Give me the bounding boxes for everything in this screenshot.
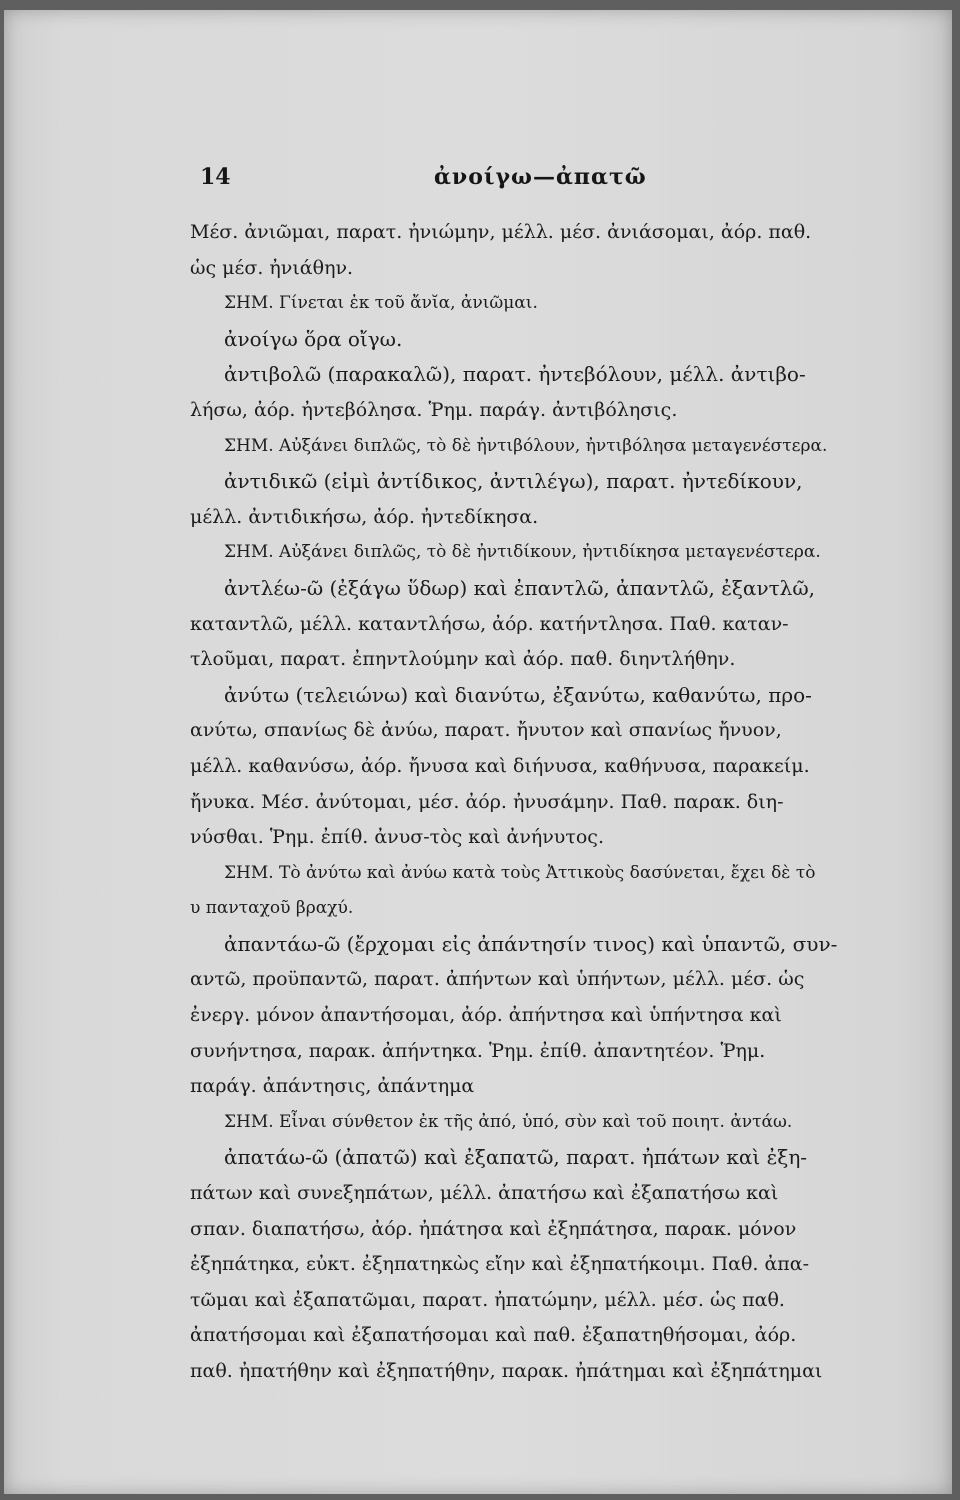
text-line: τλοῦμαι, παρατ. ἐπηντλούμην καὶ ἀόρ. παθ. διηντλήθην. xyxy=(190,648,736,671)
text-line: Μέσ. ἀνιῶμαι, παρατ. ἠνιώμην, μέλλ. μέσ. ἀνιάσομαι, ἀόρ. παθ. xyxy=(190,221,812,243)
running-head: ἀνοίγω—ἀπατῶ xyxy=(434,164,647,190)
text-line: ἀντιδικῶ (εἰμὶ ἀντίδικος, ἀντιλέγω), παρατ. ἠντεδίκουν, xyxy=(224,469,803,494)
text-line: ἐξηπάτηκα, εὐκτ. ἐξηπατηκὼς εἴην καὶ ἐξηπατήκοιμι. Παθ. ἀπα- xyxy=(190,1253,810,1276)
text-line: ἀντλέω-ῶ (ἐξάγω ὕδωρ) καὶ ἐπαντλῶ, ἀπαντλῶ, ἐξαντλῶ, xyxy=(224,575,816,600)
text-line: ΣΗΜ. Εἶναι σύνθετον ἐκ τῆς ἀπό, ὑπό, σὺν καὶ τοῦ ποιητ. ἀντάω. xyxy=(224,1111,793,1132)
text-line: ἀπατήσομαι καὶ ἐξαπατήσομαι καὶ παθ. ἐξαπατηθήσομαι, ἀόρ. xyxy=(190,1324,797,1347)
text-line: ανύτω, σπανίως δὲ ἀνύω, παρατ. ἤνυτον καὶ σπανίως ἤνυον, xyxy=(190,719,782,742)
text-line: ὡς μέσ. ἠνιάθην. xyxy=(190,256,354,279)
text-line: σπαν. διαπατήσω, ἀόρ. ἠπάτησα καὶ ἐξηπάτησα, παρακ. μόνον xyxy=(190,1217,797,1240)
dictionary-text xyxy=(190,215,880,1390)
text-line: ΣΗΜ. Τὸ ἀνύτω καὶ ἀνύω κατὰ τοὺς Ἀττικοὺς δασύνεται, ἔχει δὲ τὸ xyxy=(224,862,816,883)
text-line: ΣΗΜ. Αὐξάνει διπλῶς, τὸ δὲ ἠντιβόλουν, ἠντιβόλησα μεταγενέστερα. xyxy=(224,435,828,456)
page-header xyxy=(4,158,952,198)
text-line: ΣΗΜ. Αὐξάνει διπλῶς, τὸ δὲ ἠντιδίκουν, ἠντιδίκησα μεταγενέστερα. xyxy=(224,542,821,563)
text-line: νύσθαι. Ῥημ. ἐπίθ. ἀνυσ-τὸς καὶ ἀνήνυτος. xyxy=(190,826,604,849)
text-line: παράγ. ἀπάντησις, ἀπάντημα xyxy=(190,1075,475,1098)
text-line: τῶμαι καὶ ἐξαπατῶμαι, παρατ. ἠπατώμην, μέλλ. μέσ. ὡς παθ. xyxy=(190,1288,785,1311)
book-page xyxy=(4,10,952,1494)
page-number: 14 xyxy=(200,164,231,190)
text-line: καταντλῶ, μέλλ. καταντλήσω, ἀόρ. κατήντλησα. Παθ. καταν- xyxy=(190,612,789,635)
text-line: υ πανταχοῦ βραχύ. xyxy=(190,898,354,919)
text-line: πάτων καὶ συνεξηπάτων, μέλλ. ἀπατήσω καὶ ἐξαπατήσω καὶ xyxy=(190,1182,779,1205)
text-line: ἀνύτω (τελειώνω) καὶ διανύτω, ἐξανύτω, καθανύτω, προ- xyxy=(224,682,812,707)
text-line: ἀπαντάω-ῶ (ἔρχομαι εἰς ἀπάντησίν τινος) καὶ ὑπαντῶ, συν- xyxy=(224,931,838,956)
text-line: ἀπατάω-ῶ (ἀπατῶ) καὶ ἐξαπατῶ, παρατ. ἠπάτων καὶ ἐξη- xyxy=(224,1145,808,1170)
text-line: συνήντησα, παρακ. ἀπήντηκα. Ῥημ. ἐπίθ. ἀπαντητέον. Ῥημ. xyxy=(190,1039,766,1062)
text-line: παθ. ἠπατήθην καὶ ἐξηπατήθην, παρακ. ἠπάτημαι καὶ ἐξηπάτημαι xyxy=(190,1360,823,1382)
text-line: ἐνεργ. μόνον ἀπαντήσομαι, ἀόρ. ἀπήντησα καὶ ὑπήντησα καὶ xyxy=(190,1004,782,1027)
text-line: ἀνοίγω ὅρα οἴγω. xyxy=(224,326,403,351)
text-line: ΣΗΜ. Γίνεται ἐκ τοῦ ἄνῐα, ἀνιῶμαι. xyxy=(224,293,538,314)
text-line: ἀντιβολῶ (παρακαλῶ), παρατ. ἠντεβόλουν, μέλλ. ἀντιβο- xyxy=(224,362,806,387)
text-line: μέλλ. ἀντιδικήσω, ἀόρ. ἠντεδίκησα. xyxy=(190,505,539,528)
text-line: αντῶ, προϋπαντῶ, παρατ. ἀπήντων καὶ ὑπήντων, μέλλ. μέσ. ὡς xyxy=(190,968,805,991)
text-line: λήσω, ἀόρ. ἠντεβόλησα. Ῥημ. παράγ. ἀντιβόλησις. xyxy=(190,398,678,421)
text-line: ἤνυκα. Μέσ. ἀνύτομαι, μέσ. ἀόρ. ἠνυσάμην. Παθ. παρακ. διη- xyxy=(190,790,784,813)
text-line: μέλλ. καθανύσω, ἀόρ. ἤνυσα καὶ διήνυσα, καθήνυσα, παρακείμ. xyxy=(190,754,810,777)
